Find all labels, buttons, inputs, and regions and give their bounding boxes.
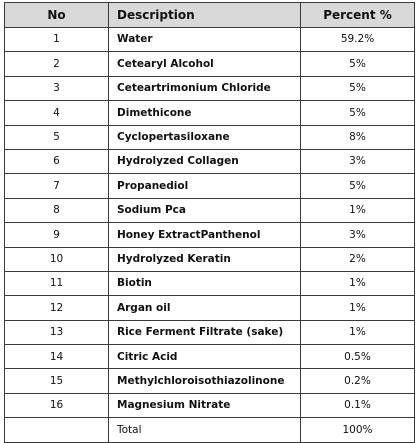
row-number-cell: 2 [5,52,109,76]
total-percent-cell: 100% [301,418,415,442]
row-number-cell: 15 [5,369,109,393]
ingredient-percent-cell: 0.1% [301,393,415,417]
ingredient-description-cell: Methylchloroisothiazolinone [109,369,301,393]
table-row [5,223,415,247]
row-number-cell: 7 [5,174,109,198]
row-number-cell: 16 [5,393,109,417]
table-row [5,369,415,393]
ingredient-description-cell: Honey ExtractPanthenol [109,223,301,247]
row-number-cell: 11 [5,271,109,295]
table-row [5,76,415,100]
ingredient-percent-cell: 5% [301,52,415,76]
ingredient-description-cell: Rice Ferment Filtrate (sake) [109,320,301,344]
ingredient-percent-cell: 1% [301,296,415,320]
table-row [5,52,415,76]
row-number-cell: 5 [5,125,109,149]
table-row [5,393,415,417]
table-header-row [5,3,415,28]
ingredient-percent-cell: 5% [301,174,415,198]
table-row [5,101,415,125]
ingredient-description-cell: Sodium Pca [109,198,301,222]
ingredient-percent-cell: 0.2% [301,369,415,393]
header-percent: Percent % [301,3,415,28]
ingredient-percent-cell: 3% [301,149,415,173]
row-number-cell: 8 [5,198,109,222]
total-label-cell: Total [109,418,301,442]
table-body [5,28,415,418]
row-number-cell: 9 [5,223,109,247]
header-description: Description [109,3,301,28]
table-row [5,345,415,369]
ingredient-percent-cell: 1% [301,320,415,344]
row-number-cell: 6 [5,149,109,173]
ingredient-description-cell: Cetearyl Alcohol [109,52,301,76]
total-no-cell [5,418,109,442]
ingredient-description-cell: Biotin [109,271,301,295]
table-row [5,198,415,222]
row-number-cell: 14 [5,345,109,369]
ingredient-description-cell: Magnesium Nitrate [109,393,301,417]
ingredients-table [4,2,415,443]
ingredient-percent-cell: 3% [301,223,415,247]
row-number-cell: 10 [5,247,109,271]
table-row [5,296,415,320]
table-row [5,271,415,295]
table-row [5,320,415,344]
ingredient-percent-cell: 1% [301,271,415,295]
ingredient-percent-cell: 5% [301,101,415,125]
ingredient-description-cell: Water [109,28,301,52]
ingredient-description-cell: Ceteartrimonium Chloride [109,76,301,100]
row-number-cell: 13 [5,320,109,344]
ingredient-percent-cell: 1% [301,198,415,222]
table-row [5,28,415,52]
ingredient-percent-cell: 5% [301,76,415,100]
table-row [5,125,415,149]
table-row [5,247,415,271]
table-row [5,174,415,198]
row-number-cell: 3 [5,76,109,100]
ingredient-percent-cell: 59.2% [301,28,415,52]
row-number-cell: 12 [5,296,109,320]
ingredient-description-cell: Hydrolyzed Keratin [109,247,301,271]
ingredient-description-cell: Propanediol [109,174,301,198]
ingredient-percent-cell: 2% [301,247,415,271]
ingredient-percent-cell: 8% [301,125,415,149]
ingredient-description-cell: Cyclopertasiloxane [109,125,301,149]
header-no: No [5,3,109,28]
ingredients-table-wrapper [4,2,414,443]
ingredient-description-cell: Argan oil [109,296,301,320]
table-total-row [5,418,415,442]
ingredient-percent-cell: 0.5% [301,345,415,369]
ingredient-description-cell: Citric Acid [109,345,301,369]
row-number-cell: 4 [5,101,109,125]
table-row [5,149,415,173]
ingredient-description-cell: Dimethicone [109,101,301,125]
row-number-cell: 1 [5,28,109,52]
ingredient-description-cell: Hydrolyzed Collagen [109,149,301,173]
